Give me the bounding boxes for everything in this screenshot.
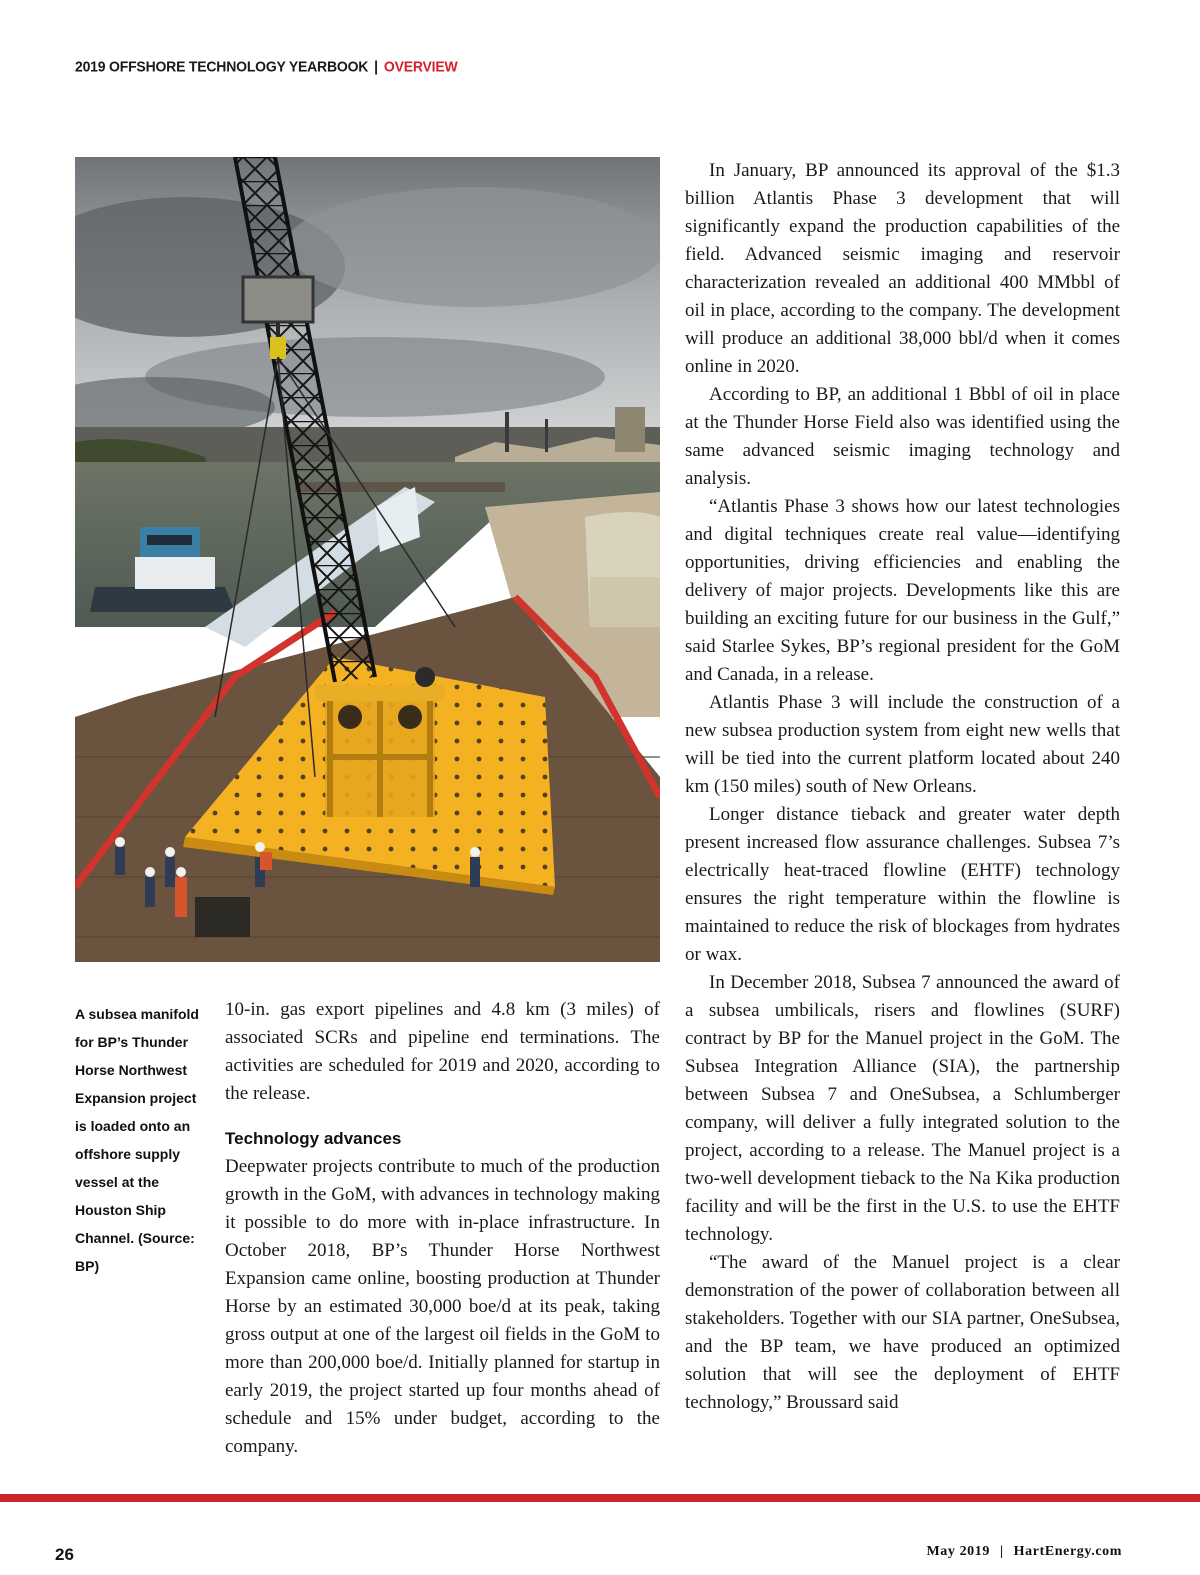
middle-paragraph-1: 10-in. gas export pipelines and 4.8 km (3 miles) of associated SCRs and pipeline end terminations. The activities are scheduled for 2019 and 2020, according to the release.: [225, 999, 660, 1104]
manifold-photo-illustration: [75, 157, 660, 962]
site-name: HartEnergy.com: [1013, 1544, 1122, 1559]
right-paragraph-6: In December 2018, Subsea 7 announced the award of a subsea umbilicals, risers and flowlines (SURF) contract by BP for the Manuel project in the GoM. The Subsea Integration Alliance (SIA), the partnership between Subsea 7 and OneSubsea, a Schlumberger company, will deliver a fully integrated solution to the project, according to a release. The Manuel project is a two-well development tieback to the Na Kika production facility and will be the first in the U.S. to use the EHTF technology.: [685, 972, 1120, 1245]
subhead-technology-advances: Technology advances: [225, 1129, 402, 1148]
footer-info: [926, 1544, 1122, 1560]
middle-column: [225, 996, 660, 1461]
right-column: [685, 157, 1120, 1417]
right-paragraph-3: “Atlantis Phase 3 shows how our latest technologies and digital techniques create real value—identifying opportunities, driving efficiencies and enabling the delivery of major projects. Developments like this are building an exciting future for our business in the Gulf,” said Starlee Sykes, BP’s regional president for the GoM and Canada, in a release.: [685, 496, 1120, 685]
photo-caption: A subsea manifold for BP’s Thunder Horse Northwest Expansion project is loaded onto an offshore supply vessel at the Houston Ship Channel. (Source: BP): [75, 1006, 199, 1274]
manifold-photo: [75, 157, 660, 962]
footer-rule: [0, 1494, 1200, 1502]
section-label: OVERVIEW: [383, 57, 458, 75]
page-number: 26: [55, 1545, 74, 1564]
right-paragraph-2: According to BP, an additional 1 Bbbl of oil in place at the Thunder Horse Field also was identified using the same advanced seismic imaging technology and analysis.: [685, 384, 1120, 489]
middle-paragraph-2: Deepwater projects contribute to much of the production growth in the GoM, with advances in technology making it possible to do more with in-place infrastructure. In October 2018, BP’s Thunder Horse Northwest Expansion came online, boosting production at Thunder Horse by an estimated 30,000 boe/d at its peak, taking gross output at one of the largest oil fields in the GoM to more than 200,000 boe/d. Initially planned for startup in early 2019, the project started up four months ahead of schedule and 15% under budget, according to the company.: [225, 1156, 660, 1457]
issue-date: May 2019: [926, 1544, 990, 1559]
right-paragraph-7: “The award of the Manuel project is a clear demonstration of the power of collaboration between all stakeholders. Together with our SIA partner, OneSubsea, and the BP team, we have produced an optimized solution that will see the deployment of EHTF technology,” Broussard said: [685, 1252, 1120, 1413]
right-paragraph-5: Longer distance tieback and greater water depth present increased flow assurance challenges. Subsea 7’s electrically heat-traced flowline (EHTF) technology ensures the right temperature within the flowline is maintained to reduce the risk of blockages from hydrates or wax.: [685, 804, 1120, 965]
footer-separator: |: [999, 1544, 1004, 1559]
right-paragraph-1: In January, BP announced its approval of the $1.3 billion Atlantis Phase 3 development that will significantly expand the production capabilities of the field. Advanced seismic imaging and reservoir characterization revealed an additional 400 MMbbl of oil in place, according to the company. The development will produce an additional 38,000 bbl/d when it comes online in 2020.: [685, 160, 1120, 377]
publication-title: 2019 OFFSHORE TECHNOLOGY YEARBOOK: [75, 57, 369, 75]
running-header: [75, 57, 458, 74]
right-paragraph-4: Atlantis Phase 3 will include the construction of a new subsea production system from eight new wells that will be tied into the current platform located about 240 km (150 miles) south of New Orleans.: [685, 692, 1120, 797]
header-separator: |: [374, 57, 378, 75]
